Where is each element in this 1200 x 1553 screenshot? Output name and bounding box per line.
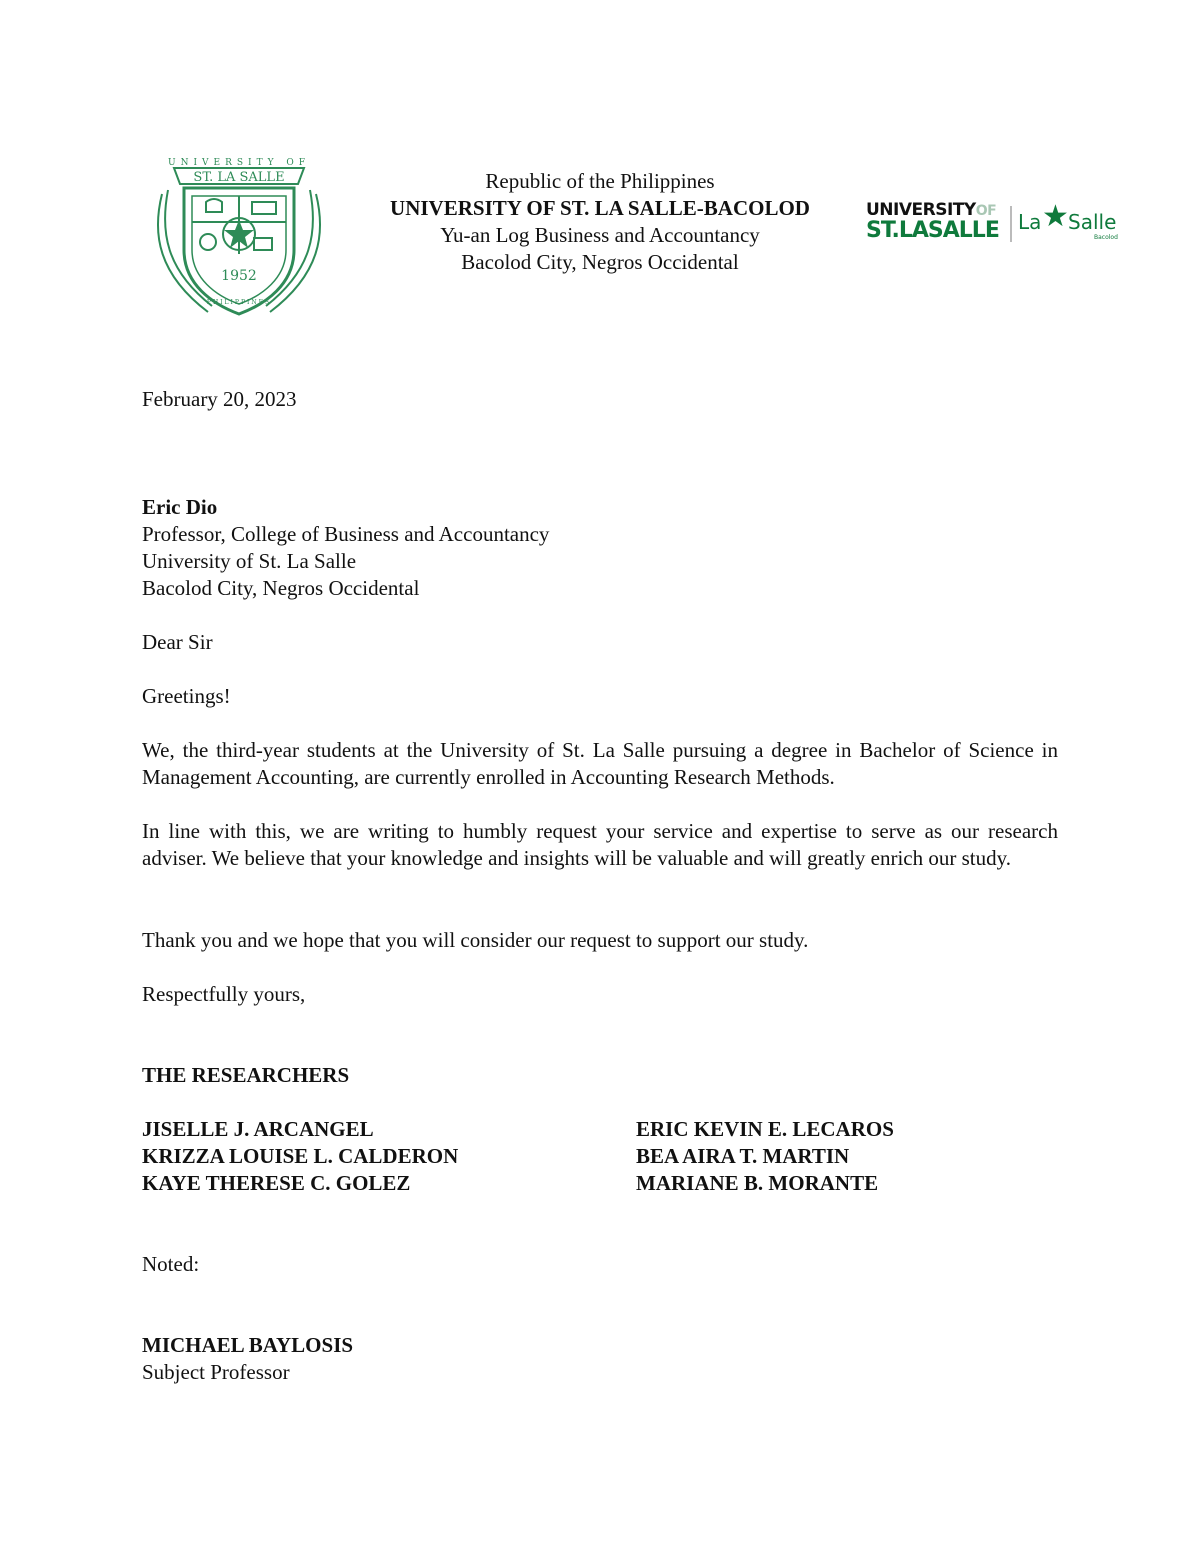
wordmark-bacolod: Bacolod	[1094, 234, 1118, 241]
paragraph-2: In line with this, we are writing to humbly request your service and expertise to serve as our research adviser. We believe that your knowledge and insights will be valuable and will greatly enrich our study.	[142, 819, 1058, 870]
recipient-name: Eric Dio	[142, 495, 218, 519]
star-icon: ★	[1042, 200, 1069, 233]
researchers-heading: THE RESEARCHERS	[142, 1063, 350, 1087]
seal-banner-text: ST. LA SALLE	[193, 170, 285, 185]
seal-top-text: UNIVERSITY OF	[167, 158, 311, 168]
researcher-name: JISELLE J. ARCANGEL	[142, 1117, 374, 1141]
noted-label: Noted:	[142, 1252, 200, 1276]
letter-date: February 20, 2023	[142, 387, 297, 411]
letterhead	[340, 168, 860, 276]
paragraph-3: Thank you and we hope that you will consider our request to support our study.	[142, 928, 809, 952]
wordmark-divider	[1010, 206, 1012, 242]
paragraph-1: We, the third-year students at the University of St. La Salle pursuing a degree in Bachelor of Science in Management Accounting, are currently enrolled in Accounting Research Methods.	[142, 738, 1058, 789]
university-seal-logo	[148, 154, 330, 320]
closing: Respectfully yours,	[142, 982, 306, 1006]
wordmark-of: OF	[975, 203, 997, 219]
researcher-name: MARIANE B. MORANTE	[636, 1171, 879, 1195]
researcher-name: BEA AIRA T. MARTIN	[636, 1144, 850, 1168]
header-republic: Republic of the Philippines	[485, 169, 715, 193]
wordmark-stlasalle: ST.LASALLE	[866, 218, 999, 243]
header-university: UNIVERSITY OF ST. LA SALLE-BACOLOD	[390, 196, 810, 220]
researcher-name: KAYE THERESE C. GOLEZ	[142, 1171, 411, 1195]
recipient-title: Professor, College of Business and Accountancy	[142, 522, 550, 546]
salutation: Dear Sir	[142, 630, 213, 654]
seal-bottom-text: PHILIPPINES	[206, 299, 272, 306]
researcher-name: ERIC KEVIN E. LECAROS	[636, 1117, 894, 1141]
recipient-org: University of St. La Salle	[142, 549, 357, 573]
wordmark-la: La	[1018, 210, 1042, 234]
greeting: Greetings!	[142, 684, 231, 708]
noter-title: Subject Professor	[142, 1360, 290, 1384]
wordmark-salle: Salle	[1068, 210, 1117, 234]
wordmark-university: UNIVERSITY	[866, 200, 976, 220]
seal-year: 1952	[221, 268, 257, 284]
recipient-city: Bacolod City, Negros Occidental	[142, 576, 420, 600]
header-city: Bacolod City, Negros Occidental	[461, 250, 739, 274]
noter-name: MICHAEL BAYLOSIS	[142, 1333, 354, 1357]
header-college: Yu-an Log Business and Accountancy	[440, 223, 760, 247]
researcher-name: KRIZZA LOUISE L. CALDERON	[142, 1144, 459, 1168]
university-wordmark-logo	[864, 198, 1124, 250]
